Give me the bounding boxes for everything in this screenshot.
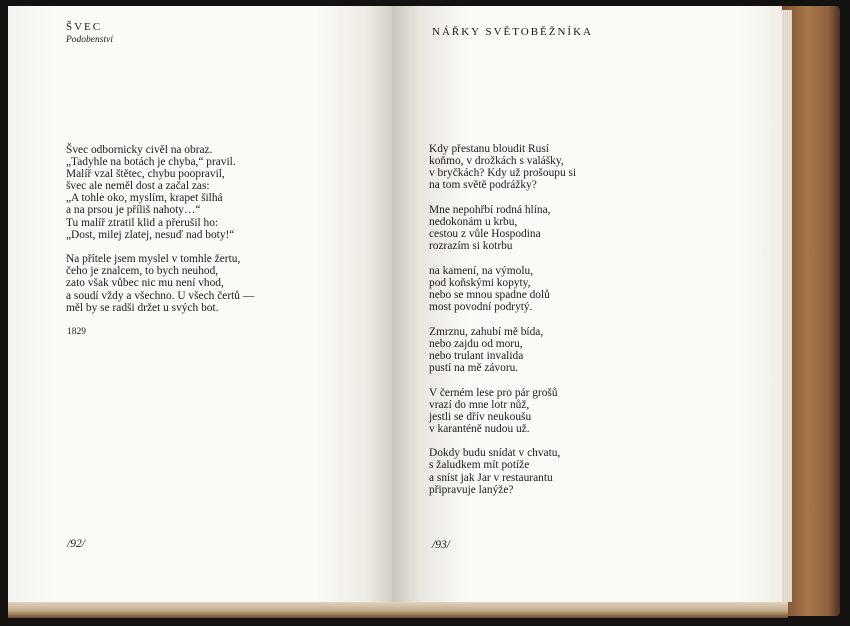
show-through-text (248, 130, 381, 182)
poem-text (429, 143, 576, 508)
poem-line: a na prsou je příliš nahoty…“ (66, 204, 201, 217)
poem-text (66, 144, 254, 326)
poem-stanza (429, 326, 576, 374)
poem-line: s žaludkem mít potíže (429, 459, 530, 472)
poem-line: V černém lese pro pár grošů (429, 386, 558, 399)
poem-line: na tom světě podrážky? (429, 179, 537, 192)
poem-line: Dokdy budu snídat v chvatu, (429, 447, 561, 460)
book-bottom-edge (8, 600, 788, 618)
poem-year: 1829 (67, 327, 86, 337)
poem-stanza (429, 447, 576, 495)
poem-line: vrazí do mne lotr nůž, (429, 398, 530, 411)
poem-stanza (429, 143, 576, 191)
poem-line: pustí na mě závoru. (429, 361, 519, 374)
poem-stanza (429, 387, 576, 435)
poem-line: a sníst jak Jar v restaurantu (429, 471, 553, 484)
poem-line: „Tadyhle na botách je chyba,“ pravil. (66, 156, 236, 169)
poem-line: zato však vůbec nic mu není vhod, (66, 277, 224, 290)
page-header-title: ŠVEC (66, 21, 103, 33)
poem-stanza (66, 144, 254, 241)
poem-line: nebo se mnou spadne dolů (429, 288, 550, 301)
poem-line: „Dost, milej zlatej, nesuď nad boty!“ (66, 228, 235, 241)
poem-line: nedokonám u krbu, (429, 215, 518, 228)
poem-line: a soudí vždy a všechno. U všech čertů — (66, 289, 255, 302)
poem-line: jestli se dřív neukoušu (429, 410, 532, 423)
poem-line: Zmrznu, zahubí mě bída, (429, 325, 544, 338)
poem-line: pod koňskými kopyty, (429, 276, 531, 289)
poem-line: na kamení, na výmolu, (429, 264, 534, 277)
page-number: /93/ (432, 539, 450, 551)
poem-line: nebo trulant invalida (429, 349, 524, 362)
poem-line: Švec odbornicky civěl na obraz. (66, 144, 213, 156)
poem-stanza (429, 204, 576, 252)
poem-line: koňmo, v drožkách s valášky, (429, 155, 564, 168)
poem-line: Malíř vzal štětec, chybu poopravil, (66, 168, 225, 181)
poem-line: v karanténě nudou už. (429, 422, 530, 435)
poem-line: most povodní podrytý. (429, 301, 533, 314)
poem-line: v bryčkách? Kdy už prošoupu si (429, 167, 577, 180)
right-page (392, 6, 782, 602)
poem-line: Mne nepohřbí rodná hlína, (429, 203, 551, 216)
poem-line: čeho je znalcem, to bych neuhod, (66, 265, 219, 278)
poem-stanza (429, 265, 576, 313)
poem-line: měl by se radši držet u svých bot. (66, 301, 219, 314)
poem-line: „A tohle oko, myslím, krapet šilhá (66, 192, 223, 205)
poem-line: švec ale neměl dost a začal zas: (66, 180, 210, 193)
open-book (8, 6, 840, 618)
poem-line: připravuje lanýže? (429, 483, 514, 496)
page-stack-edge (782, 10, 792, 602)
poem-line: Kdy přestanu bloudit Rusí (429, 143, 549, 155)
poem-line: Tu malíř ztratil klid a přerušil ho: (66, 216, 219, 229)
left-page (8, 6, 392, 602)
page-number: /92/ (67, 538, 85, 550)
poem-stanza (66, 253, 254, 313)
page-header-subtitle: Podobenství (66, 35, 113, 45)
poem-line: rozrazím si kotrbu (429, 240, 513, 253)
page-header-title: NÁŘKY SVĚTOBĚŽNÍKA (432, 26, 593, 38)
poem-line: nebo zajdu od moru, (429, 337, 523, 350)
poem-line: cestou z vůle Hospodina (429, 228, 541, 241)
poem-line: Na přítele jsem myslel v tomhle žertu, (66, 253, 241, 266)
